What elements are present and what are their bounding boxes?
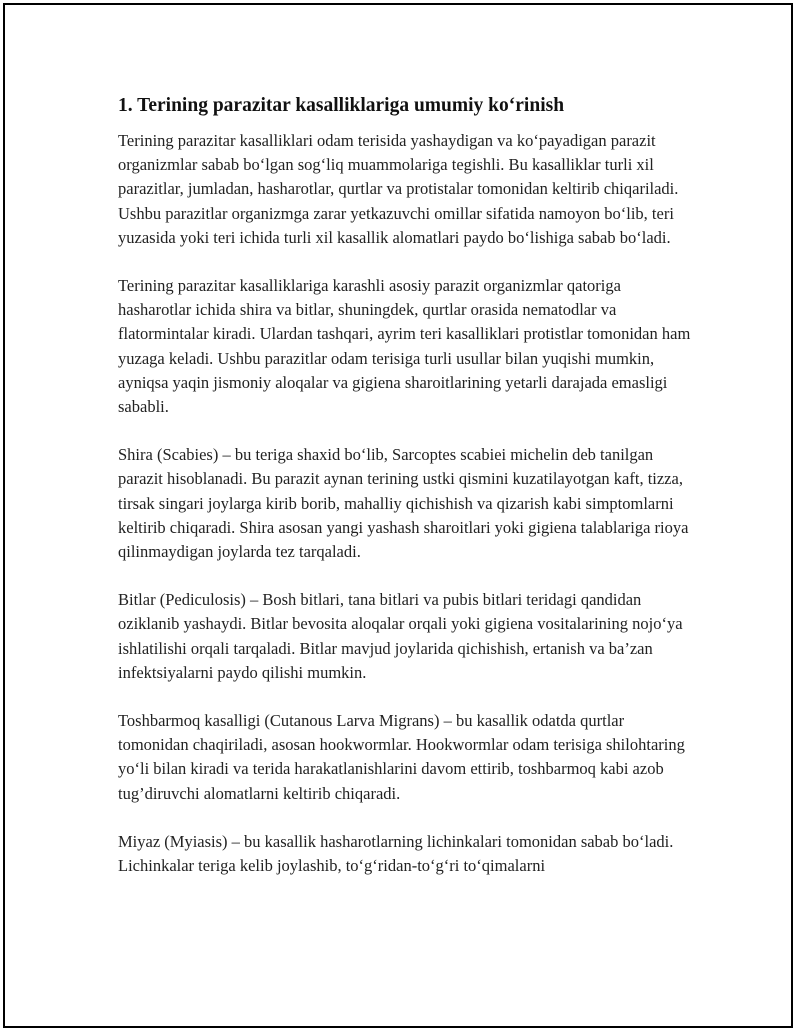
paragraph-overview: Terining parazitar kasalliklari odam terisida yashaydigan va ko‘payadigan parazit organizmlar sabab bo‘lgan sog‘liq muammolariga tegishli. Bu kasalliklar turli xil parazitlar, jumladan, hasharotlar, qurtlar va protistalar tomonidan keltirib chiqariladi. Ushbu parazitlar organizmga zarar yetkazuvchi omillar sifatida namoyon bo‘lib, teri yuzasida yoki teri ichida turli xil kasallik alomatlari paydo bo‘lishiga sabab bo‘ladi. <box>118 131 679 247</box>
section-heading: 1. Terining parazitar kasalliklariga umumiy ko‘rinish <box>118 95 565 116</box>
paragraph-organisms: Terining parazitar kasalliklariga karashli asosiy parazit organizmlar qatoriga hasharotlar ichida shira va bitlar, shuningdek, qurtlar orasida nematodlar va flatormintalar kiradi. Ulardan tashqari, ayrim teri kasalliklari protistlar tomonidan ham yuzaga keladi. Ushbu parazitlar odam terisiga turli usullar bilan yuqishi mumkin, ayniqsa yaqin jismoniy aloqalar va gigiena sharoitlarining yetarli darajada emasligi sababli. <box>118 276 691 417</box>
paragraph-pediculosis: Bitlar (Pediculosis) – Bosh bitlari, tana bitlari va pubis bitlari teridagi qandidan oziklanib yashaydi. Bitlar bevosita aloqalar orqali yoki gigiena vositalarining nojo‘ya ishlatilishi orqali tarqaladi. Bitlar mavjud joylarida qichishish, ertanish va ba’zan infektsiyalarni paydo qilishi mumkin. <box>118 590 683 682</box>
paragraph-larva-migrans: Toshbarmoq kasalligi (Cutanous Larva Migrans) – bu kasallik odatda qurtlar tomonidan chaqiriladi, asosan hookwormlar. Hookwormlar odam terisiga shilohtaring yo‘li bilan kiradi va terida harakatlanishlarini davom ettirib, toshbarmoq kabi azob tug’diruvchi alomatlarni keltirib chiqaradi. <box>118 711 685 803</box>
paragraph-myiasis: Miyaz (Myiasis) – bu kasallik hasharotlarning lichinkalari tomonidan sabab bo‘ladi. Lichinkalar teriga kelib joylashib, to‘g‘ridan-to‘g‘ri to‘qimalarni <box>118 831 674 876</box>
paragraph-scabies: Shira (Scabies) – bu teriga shaxid bo‘lib, Sarcoptes scabiei michelin deb tanilgan parazit hisoblanadi. Bu parazit aynan terining ustki qismini kuzatilayotgan kaft, tizza, tirsak singari joylarga kirib borib, mahalliy qichishish va qizarish kabi simptomlarni keltirib chiqaradi. Shira asosan yangi yashash sharoitlari yoki gigiena talablariga rioya qilinmaydigan joylarda tez tarqaladi. <box>118 445 689 562</box>
document-body <box>118 93 698 902</box>
